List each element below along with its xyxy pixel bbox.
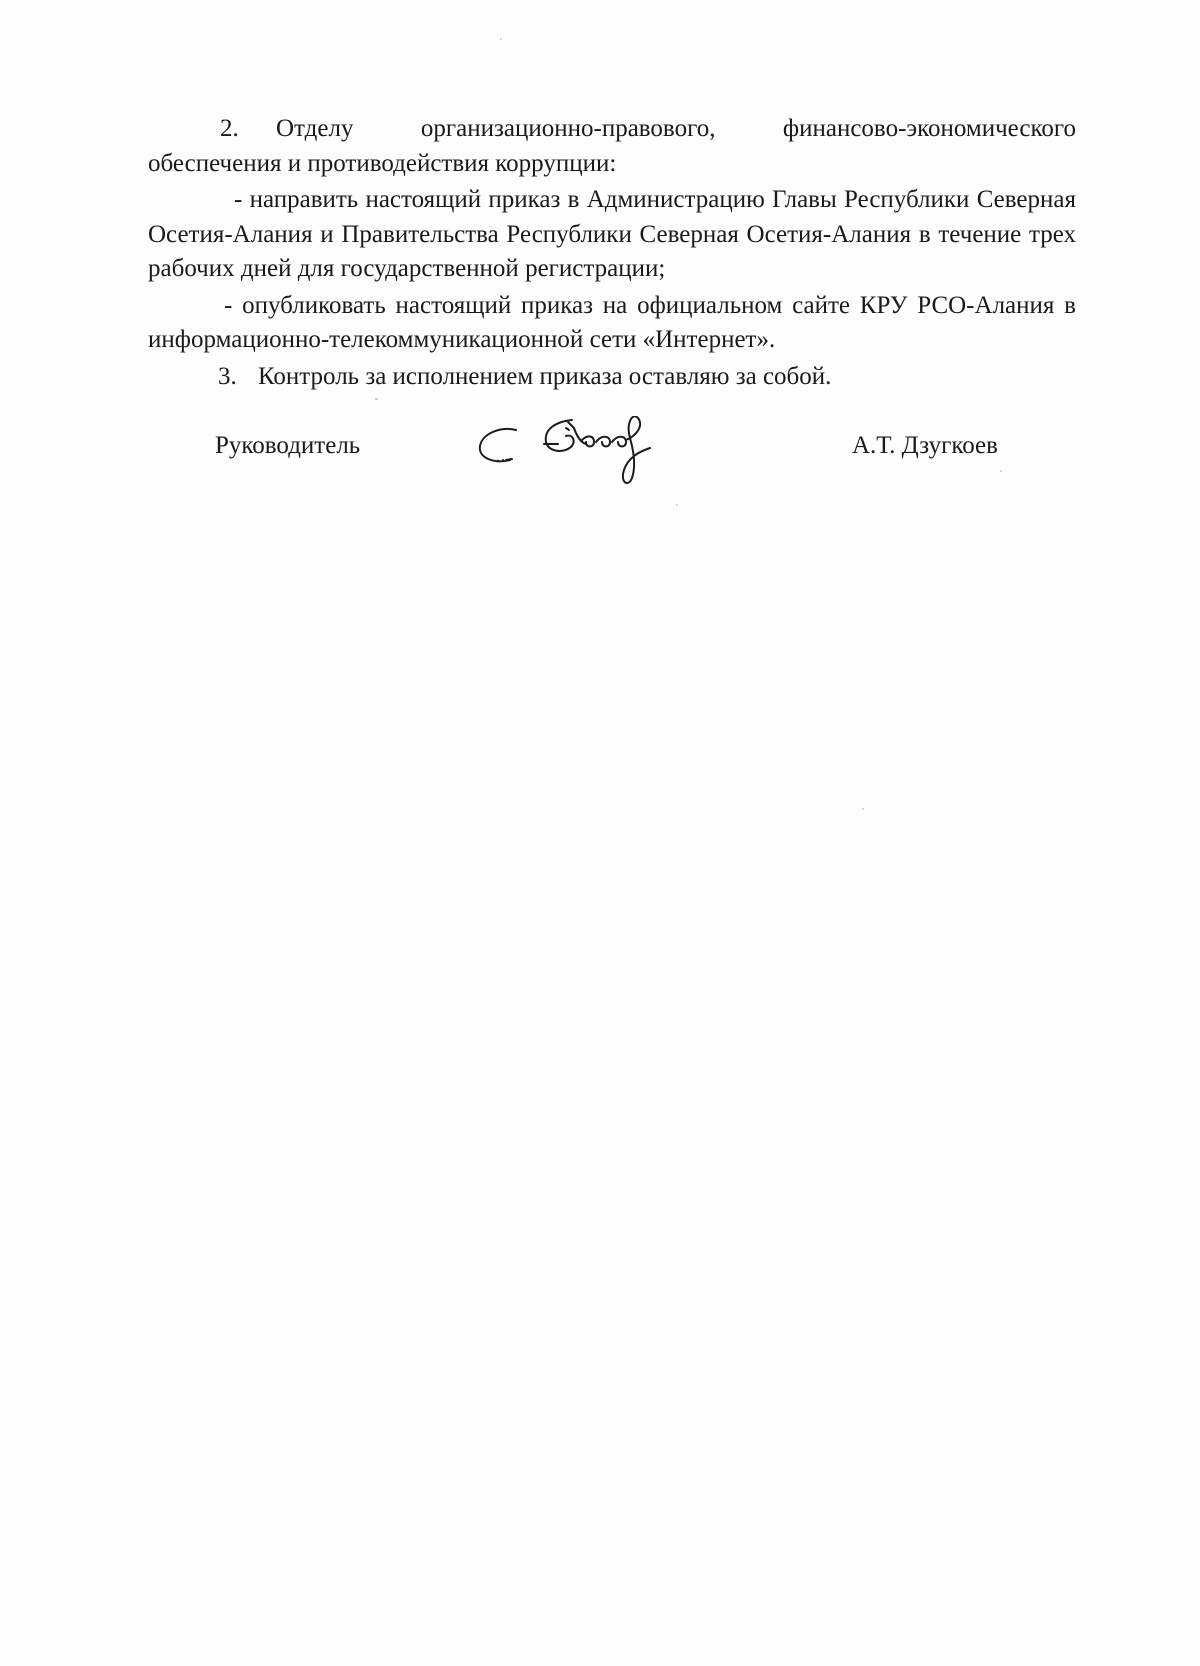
bullet-item-publish-order: - опубликовать настоящий приказ на официальном сайте КРУ РСО-Алания в информационно-телекоммуникационной сети «Интернет».: [148, 291, 1076, 353]
scan-speck: [676, 504, 678, 506]
signatory-role: Руководитель: [215, 432, 361, 459]
scan-speck: [1000, 470, 1002, 472]
bullet-item-send-order: - направить настоящий приказ в Администрацию Главы Республики Северная Осетия-Алания и Правительства Республики Северная Осетия-Алания в течение трех рабочих дней для государственной регистрации;: [148, 186, 1076, 282]
paragraph-item-2: [148, 112, 1076, 181]
item-3-text: Контроль за исполнением приказа оставляю за собой.: [258, 362, 832, 390]
scan-speck: [862, 808, 864, 810]
document-body: [148, 112, 1076, 394]
handwritten-signature: [476, 416, 676, 506]
item-3-number: 3.: [218, 362, 237, 390]
paragraph-item-3: [148, 360, 1076, 395]
signature-block: [0, 430, 1200, 510]
scan-speck: [375, 398, 378, 400]
signatory-name: А.Т. Дзугкоев: [852, 432, 998, 459]
item-2-text: Отделу организационно-правового, финансово-экономического обеспечения и противодействия коррупции:: [148, 115, 1076, 177]
item-2-number: 2.: [220, 115, 239, 142]
scan-speck: [500, 38, 502, 40]
